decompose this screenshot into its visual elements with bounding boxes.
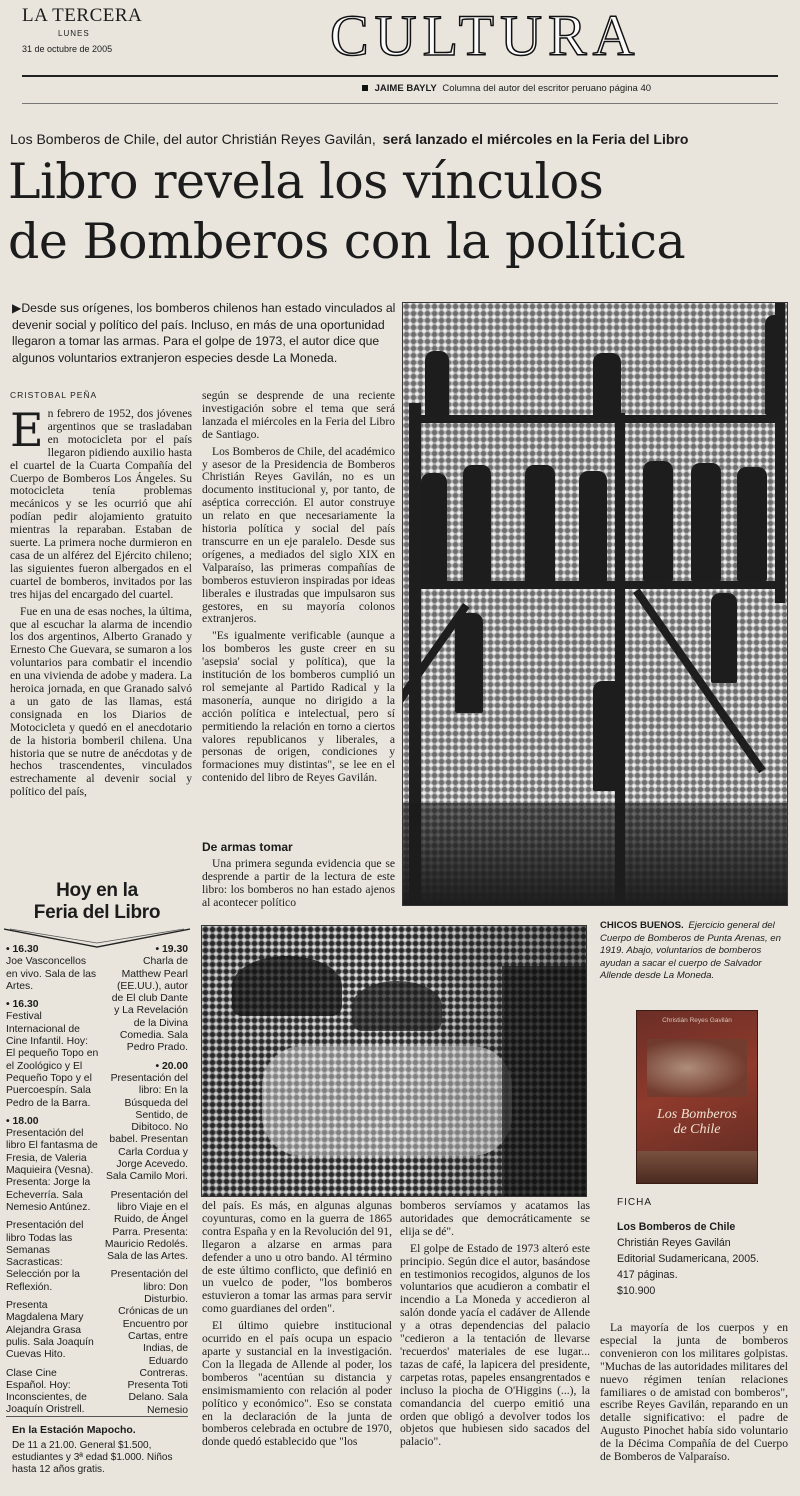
fair-event-text: Presentación del libro Todas las Semanas Sacrasticas: Selección por la Reflexión. (6, 1220, 84, 1293)
section-title: CULTURA (330, 3, 641, 68)
fair-footer-heading: En la Estación Mapocho. (12, 1424, 136, 1436)
ficha-price: $10.900 (617, 1285, 656, 1297)
allende-body-photo (201, 925, 587, 1197)
ficha-title: Los Bomberos de Chile (617, 1221, 736, 1233)
column-4-paragraph-1: bomberos servíamos y acatamos las autoridades que democráticamente se elija se dé". (400, 1200, 590, 1238)
headline-line-1: Libro revela los vínculos (8, 153, 604, 210)
helmet-shape (232, 956, 342, 1016)
ficha-publisher: Editorial Sudamericana, 2005. (617, 1253, 759, 1265)
issue-date: 31 de octubre de 2005 (22, 44, 113, 54)
fair-list-left (6, 944, 100, 1414)
fair-event-item (104, 1269, 188, 1414)
fair-event-text: Presentación del libro: En la Búsqueda del Sentido, de Dibitoco. No babel. Presentan Carla Cordua y Jorge Acevedo. Sala Camilo Mori. (106, 1072, 188, 1183)
masthead-rule (22, 75, 778, 77)
column-2-paragraph-1: según se desprende de una reciente investigación sobre el tema que será lanzada el miércoles en la Feria del Libro de Santiago. (202, 390, 395, 441)
fair-event-time: • 16.30 (6, 944, 39, 955)
firefighter-figure (425, 351, 449, 417)
column-3-paragraph-1: del país. Es más, en algunas algunas coyunturas, como en la guerra de 1865 contra España y en la Revolución del 91, llegaron a alzarse en armas para defender a uno u otro bando. Al término de este último conflicto, que definió en un vuelco de poder, "los bomberos estuvieron a tomar las armas para servir como guardianes del orden". (202, 1200, 392, 1316)
fair-event-item (104, 944, 188, 1055)
firefighters-tower-photo (402, 302, 788, 906)
kicker-bold: será lanzado el miércoles en la Feria del Libro (382, 131, 689, 147)
book-cover-title-line-1: Los Bomberos (657, 1107, 737, 1122)
paper-name: LA TERCERA (22, 5, 143, 26)
caption-text: Ejercicio general del Cuerpo de Bomberos de Punta Arenas, en 1919. Abajo, voluntarios de bomberos ayudan a sacar el cuerpo de Salvador Allende desde La Moneda. (600, 920, 781, 982)
article-column-4 (400, 1200, 590, 1490)
photo-caption (600, 920, 788, 983)
lead-text: Desde sus orígenes, los bomberos chilenos han estado vinculados al devenir social y político del país. Incluso, en más de una oportunidad llegaron a tomar las armas. Para el golpe de 1973, el autor dice que algunos voluntarios extranjeron especies desde La Moneda. (12, 301, 396, 365)
firefighter-figure (643, 461, 673, 581)
helmet-shape (352, 981, 442, 1031)
fair-event-text: Clase Cine Español. Hoy: Inconscientes, de Joaquín Oristrell. (6, 1367, 87, 1414)
fair-footer-text: De 11 a 21.00. General $1.500, estudiantes y 3ª edad $1.000. Niños hasta 12 años gratis. (12, 1440, 173, 1475)
article-column-5 (600, 1322, 788, 1490)
fair-event-item (6, 1368, 100, 1415)
book-cover-author: Christián Reyes Gavilán (662, 1017, 732, 1024)
crowd-silhouette (403, 803, 787, 905)
fair-event-text: Presentación del libro El fantasma de Fresia, de Valeria Maquieira (Vesna). Presenta: Jorge la Echeverría. Sala Nemesio Antúnez. (6, 1128, 98, 1213)
firefighter-figure (593, 353, 621, 419)
column-3-paragraph-2: El último quiebre institucional ocurrido en el país ocupa un espacio aparte y sustancial en la investigación. Con la llegada de Allende al poder, los bomberos "acentúan su distancia y ensimismamiento con relación al poder político y económico". Eso se constata en la declaración de la junta de bomberos celebrada en octubre de 1970, donde quedó establecido que "los (202, 1319, 392, 1449)
book-cover (636, 1010, 758, 1184)
issue-day: LUNES (58, 29, 90, 38)
fair-event-text: Joe Vasconcellos en vivo. Sala de las Artes. (6, 956, 97, 992)
square-bullet-icon (362, 85, 368, 91)
fair-event-item (6, 944, 100, 993)
fair-event-time: • 19.30 (155, 944, 188, 955)
firefighter-figure (737, 467, 767, 581)
firefighter-figure (579, 471, 607, 583)
column-2-paragraph-4: Una primera segunda evidencia que se desprende a partir de la lectura de este libro: los bomberos no han estado ajenos al acontecer político (202, 858, 395, 909)
fair-event-time: • 18.00 (6, 1115, 39, 1127)
firefighter-figure (593, 681, 623, 791)
fair-event-text: Presenta Magdalena Mary Alejandra Grasa pulis. Sala Joaquín Cuevas Hito. (6, 1300, 94, 1361)
column-5-paragraph-1: La mayoría de los cuerpos y en especial la junta de bomberos convenieron con los militares golpistas. "Muchas de las autoridades militares del nuevo régimen tenían relaciones familiares o de amistad con bomberos", escribe Reyes Gavilán, reparando en un detalle significativo: el padre de Augusto Pinochet había sido voluntario de la Décima Compañía de del Cuerpo de Bomberos de Valparaíso. (600, 1322, 788, 1464)
fair-event-item (104, 1190, 188, 1264)
teaser-rule (22, 103, 778, 104)
fair-event-item (6, 1116, 100, 1214)
column-author: JAIME BAYLY (374, 83, 437, 94)
fair-event-text: Festival Internacional de Cine Infantil. Hoy: El pequeño Topo en el Zoológico y El Pequeño Topo y el Puercoespín. Sala Pedro de la Barra. (6, 1011, 99, 1109)
firefighter-figure (711, 593, 737, 683)
book-cover-title-line-2: de Chile (673, 1122, 721, 1137)
fair-footer-rule (6, 1416, 188, 1417)
fair-event-text: Presentación del libro Viaje en el Ruido, de Ángel Parra. Presenta: Mauricio Redolés. Sala de las Artes. (104, 1189, 188, 1263)
fair-event-item (6, 1220, 100, 1294)
article-column-2 (202, 390, 395, 838)
book-cover-art (647, 1039, 747, 1097)
column-1-paragraph-2: Fue en una de esas noches, la última, que al escuchar la alarma de incendio los dos argentinos, Alberto Granado y Ernesto Che Guevara, se sumaron a los voluntarios para combatir el incendio en una vivienda de adobe y madera. La heroica jornada, en que Granado salvó a un gato de las llamas, está consignada en los Diarios de Motocicleta y quedó en el anecdotario de la historia bomberil chilena. Una historia que se nutre de anécdotas y de hechos trascendentes, vinculados estrechamente al devenir social y político del país, (10, 604, 192, 799)
fair-event-text: Presentación del libro: Don Disturbio. Crónicas de un Encuentro por Cartas, entre Indias, de Eduardo Contreras. Presenta Toti Delano. Sala Nemesio (110, 1269, 188, 1414)
article-column-3 (202, 1200, 392, 1490)
figure-shadow (502, 966, 586, 1196)
fair-event-item (104, 1061, 188, 1184)
lead-paragraph (12, 300, 397, 366)
column-2-paragraph-3: "Es igualmente verificable (aunque a los bomberos les guste creer en su 'asepsia' social y política), que la institución de los bomberos cumplió un rol semejante al Partido Radical y la masonería, aunque no dirigido a la acción política e intelectual, pero sí permitiendo la relación en torno a ciertos valores republicanos y liberales, a personas de origen, condiciones y formaciones muy distintas", se lee en el contenido del libro de Reyes Gavilán. (202, 629, 395, 785)
firefighter-figure (421, 473, 447, 583)
book-fact-box (617, 1195, 787, 1299)
fair-event-item (6, 1300, 100, 1361)
article-column-2-continued (202, 858, 395, 910)
drop-cap: E (10, 408, 44, 457)
fair-event-item (6, 999, 100, 1110)
column-note: Columna del autor del escritor peruano página 40 (442, 83, 652, 94)
column-1-paragraph-1: n febrero de 1952, dos jóvenes argentinos que se trasladaban en motocicleta por el país llegaron pidiendo auxilio hasta el cuartel de la Cuarta Compañía del Cuerpo de Bomberos Los Ángeles. Su motocicleta tenía problemas mecánicos y se les ocurrió que ahí podían pedir alojamiento gratuito mientras la reparaban. Estaban de suerte. La primera noche durmieron en casa de un alférez del Ejército chileno; las siguientes fueron albergados en el cuartel de bomberos, invitados por las tres hijas del encargado del cuartel. (10, 408, 192, 601)
book-cover-band (637, 1151, 757, 1183)
blanket-shape (262, 1046, 512, 1156)
fair-event-text: Charla de Matthew Pearl (EE.UU.), autor de El club Dante y La Revelación de la Divina Comedia. Sala Pedro Prado. (111, 956, 188, 1054)
kicker-text: Los Bomberos de Chile, del autor Christián Reyes Gavilán, (10, 131, 376, 147)
fair-heading (4, 880, 190, 924)
ficha-pages: 417 páginas. (617, 1269, 678, 1281)
triangle-bullet-icon: ▶ (12, 301, 22, 315)
column-4-paragraph-2: El golpe de Estado de 1973 alteró este principio. Según dice el autor, basándose en testimonios recogidos, algunos de los voluntarios que acudieron a combatir el incendio a La Moneda y accedieron al salón donde yacía el cadáver de Allende y a otras dependencias del palacio "cedieron a la tentación de llevarse 'recuerdos' materiales de ese lugar... tazas de café, la lapicera del presidente, carpetas rotas, papeles ensangrentados e incluso la piocha de O'Higgins (...), la comandancia del cuerpo emitió una orden que obligó a devolver todos los objetos que hubiesen sido sacados del palacio". (400, 1241, 590, 1449)
ficha-author: Christián Reyes Gavilán (617, 1237, 731, 1249)
firefighter-figure (765, 315, 785, 415)
fair-box (4, 872, 190, 1475)
fair-heading-line-2: Feria del Libro (33, 902, 161, 923)
fair-list-right (104, 944, 188, 1414)
headline-line-2: de Bomberos con la política (8, 213, 686, 270)
firefighter-figure (525, 465, 555, 583)
book-cover-title (637, 1107, 757, 1137)
firefighter-figure (455, 613, 483, 713)
firefighter-figure (463, 465, 491, 583)
fair-heading-line-1: Hoy en la (56, 880, 138, 901)
subhead: De armas tomar (202, 840, 293, 854)
ficha-label: FICHA (617, 1197, 652, 1208)
article-column-1 (10, 408, 192, 863)
byline: CRISTOBAL PEÑA (10, 390, 98, 400)
fair-event-time: • 20.00 (155, 1060, 188, 1072)
kicker (10, 131, 688, 147)
fair-event-time: • 16.30 (6, 999, 39, 1011)
firefighter-figure (691, 463, 721, 581)
column-2-paragraph-2: Los Bomberos de Chile, del académico y asesor de la Presidencia de Bomberos Christián Reyes Gavilán, no es un documento institucional y, por tanto, de aséptica corrección. El autor construye un relato en que necesariamente la historia política y social del país transcurre en un eje paralelo. Desde sus orígenes, a mediados del siglo XIX en Valparaíso, las primeras compañías de bomberos estuvieron inspiradas por ideas liberales e ilustradas que impulsaron sus gestores, en su mayoría colonos extranjeros. (202, 444, 395, 626)
headline (8, 152, 685, 272)
column-teaser (362, 83, 651, 94)
caption-title: CHICOS BUENOS. (600, 920, 684, 931)
